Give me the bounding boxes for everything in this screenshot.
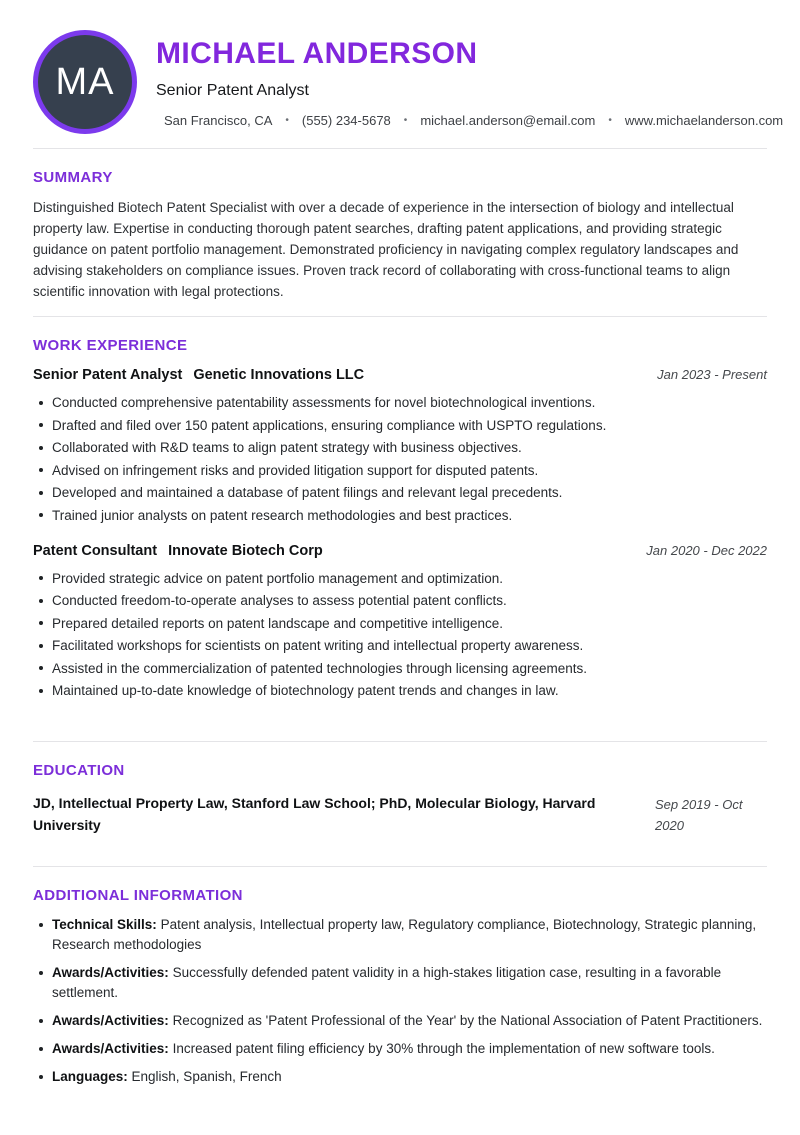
additional-info-label: Awards/Activities: <box>52 1013 169 1028</box>
section-divider <box>33 866 767 867</box>
job-bullet: Advised on infringement risks and provided litigation support for disputed patents. <box>33 460 767 481</box>
contact-row <box>164 113 783 128</box>
additional-info-text: Successfully defended patent validity in a high-stakes litigation case, resulting in a favorable settlement. <box>52 965 722 1000</box>
education-heading: EDUCATION <box>33 762 125 779</box>
candidate-name: MICHAEL ANDERSON <box>156 37 478 70</box>
job-bullet: Trained junior analysts on patent research methodologies and best practices. <box>33 505 767 526</box>
contact-phone: (555) 234-5678 <box>301 113 391 128</box>
education-section <box>33 762 767 836</box>
education-degree: JD, Intellectual Property Law, Stanford Law School; PhD, Molecular Biology, Harvard University <box>33 795 596 833</box>
contact-separator-dot: • <box>285 115 289 126</box>
additional-info-label: Technical Skills: <box>52 917 157 932</box>
contact-separator-dot: • <box>403 115 408 126</box>
contact-website: www.michaelanderson.com <box>624 113 784 128</box>
contact-separator-dot: • <box>608 115 612 126</box>
candidate-title: Senior Patent Analyst <box>156 82 309 99</box>
avatar <box>33 30 137 134</box>
avatar-initials: MA <box>55 60 115 103</box>
additional-info-label: Awards/Activities: <box>52 1041 169 1056</box>
job-title: Patent Consultant <box>33 542 158 559</box>
summary-heading: SUMMARY <box>33 169 113 186</box>
additional-info-list <box>33 915 767 1087</box>
job-header <box>33 543 767 559</box>
additional-info-item <box>33 1011 767 1031</box>
job-bullet: Conducted freedom-to-operate analyses to assess potential patent conflicts. <box>33 590 767 611</box>
work-experience-heading: WORK EXPERIENCE <box>33 337 188 354</box>
job-bullet-list <box>33 568 767 702</box>
additional-info-text: English, Spanish, French <box>131 1069 282 1084</box>
additional-info-item <box>33 1067 767 1087</box>
resume-header <box>33 30 784 134</box>
additional-info-text: Recognized as 'Patent Professional of the Year' by the National Association of Patent Practitioners. <box>172 1013 763 1028</box>
contact-location: San Francisco, CA <box>164 113 273 128</box>
job-title-company <box>33 543 323 559</box>
job-bullet: Facilitated workshops for scientists on patent writing and intellectual property awareness. <box>33 635 767 656</box>
header-text <box>156 30 783 128</box>
job-bullet: Maintained up-to-date knowledge of biotechnology patent trends and changes in law. <box>33 680 767 701</box>
additional-info-label: Awards/Activities: <box>52 965 169 980</box>
job-bullet: Developed and maintained a database of patent filings and relevant legal precedents. <box>33 482 767 503</box>
summary-text: Distinguished Biotech Patent Specialist with over a decade of experience in the intersection of biology and intellectual property law. Expertise in conducting thorough patent searches, drafting patent applications, and providing strategic guidance on patent portfolio management. Demonstrated proficiency in navigating complex regulatory landscapes and advising stakeholders on compliance issues. Proven track record of collaborating with cross-functional teams to align scientific innovation with legal protections. <box>33 200 739 299</box>
job-bullet: Provided strategic advice on patent portfolio management and optimization. <box>33 568 767 589</box>
job-company: Genetic Innovations LLC <box>193 367 365 383</box>
job-bullet-list <box>33 392 767 526</box>
job-dates: Jan 2020 - Dec 2022 <box>646 542 767 558</box>
section-divider <box>33 741 767 742</box>
education-entry <box>33 792 767 836</box>
job-bullet: Conducted comprehensive patentability assessments for novel biotechnological inventions. <box>33 392 767 413</box>
section-divider <box>33 316 767 317</box>
additional-info-item <box>33 915 767 955</box>
job-bullet: Prepared detailed reports on patent landscape and competitive intelligence. <box>33 613 767 634</box>
job-company: Innovate Biotech Corp <box>168 542 323 559</box>
job-title-company <box>33 367 364 383</box>
job-bullet: Drafted and filed over 150 patent applications, ensuring compliance with USPTO regulations. <box>33 415 767 436</box>
education-dates: Sep 2019 - Oct 2020 <box>655 797 743 833</box>
additional-information-section <box>33 887 767 1087</box>
additional-information-heading: ADDITIONAL INFORMATION <box>33 887 243 904</box>
summary-section <box>33 169 767 302</box>
job-dates: Jan 2023 - Present <box>657 367 767 382</box>
work-experience-section <box>33 337 767 701</box>
section-divider <box>33 148 767 149</box>
job-header <box>33 367 767 383</box>
additional-info-label: Languages: <box>52 1069 128 1084</box>
job-title: Senior Patent Analyst <box>33 367 183 383</box>
additional-info-text: Patent analysis, Intellectual property law, Regulatory compliance, Biotechnology, Strategic planning, Research methodologies <box>52 917 757 952</box>
additional-info-item <box>33 963 767 1003</box>
job-bullet: Assisted in the commercialization of patented technologies through licensing agreements. <box>33 658 767 679</box>
job-bullet: Collaborated with R&D teams to align patent strategy with business objectives. <box>33 437 767 458</box>
contact-email: michael.anderson@email.com <box>420 113 596 128</box>
additional-info-text: Increased patent filing efficiency by 30% through the implementation of new software tools. <box>172 1041 715 1056</box>
additional-info-item <box>33 1039 767 1059</box>
